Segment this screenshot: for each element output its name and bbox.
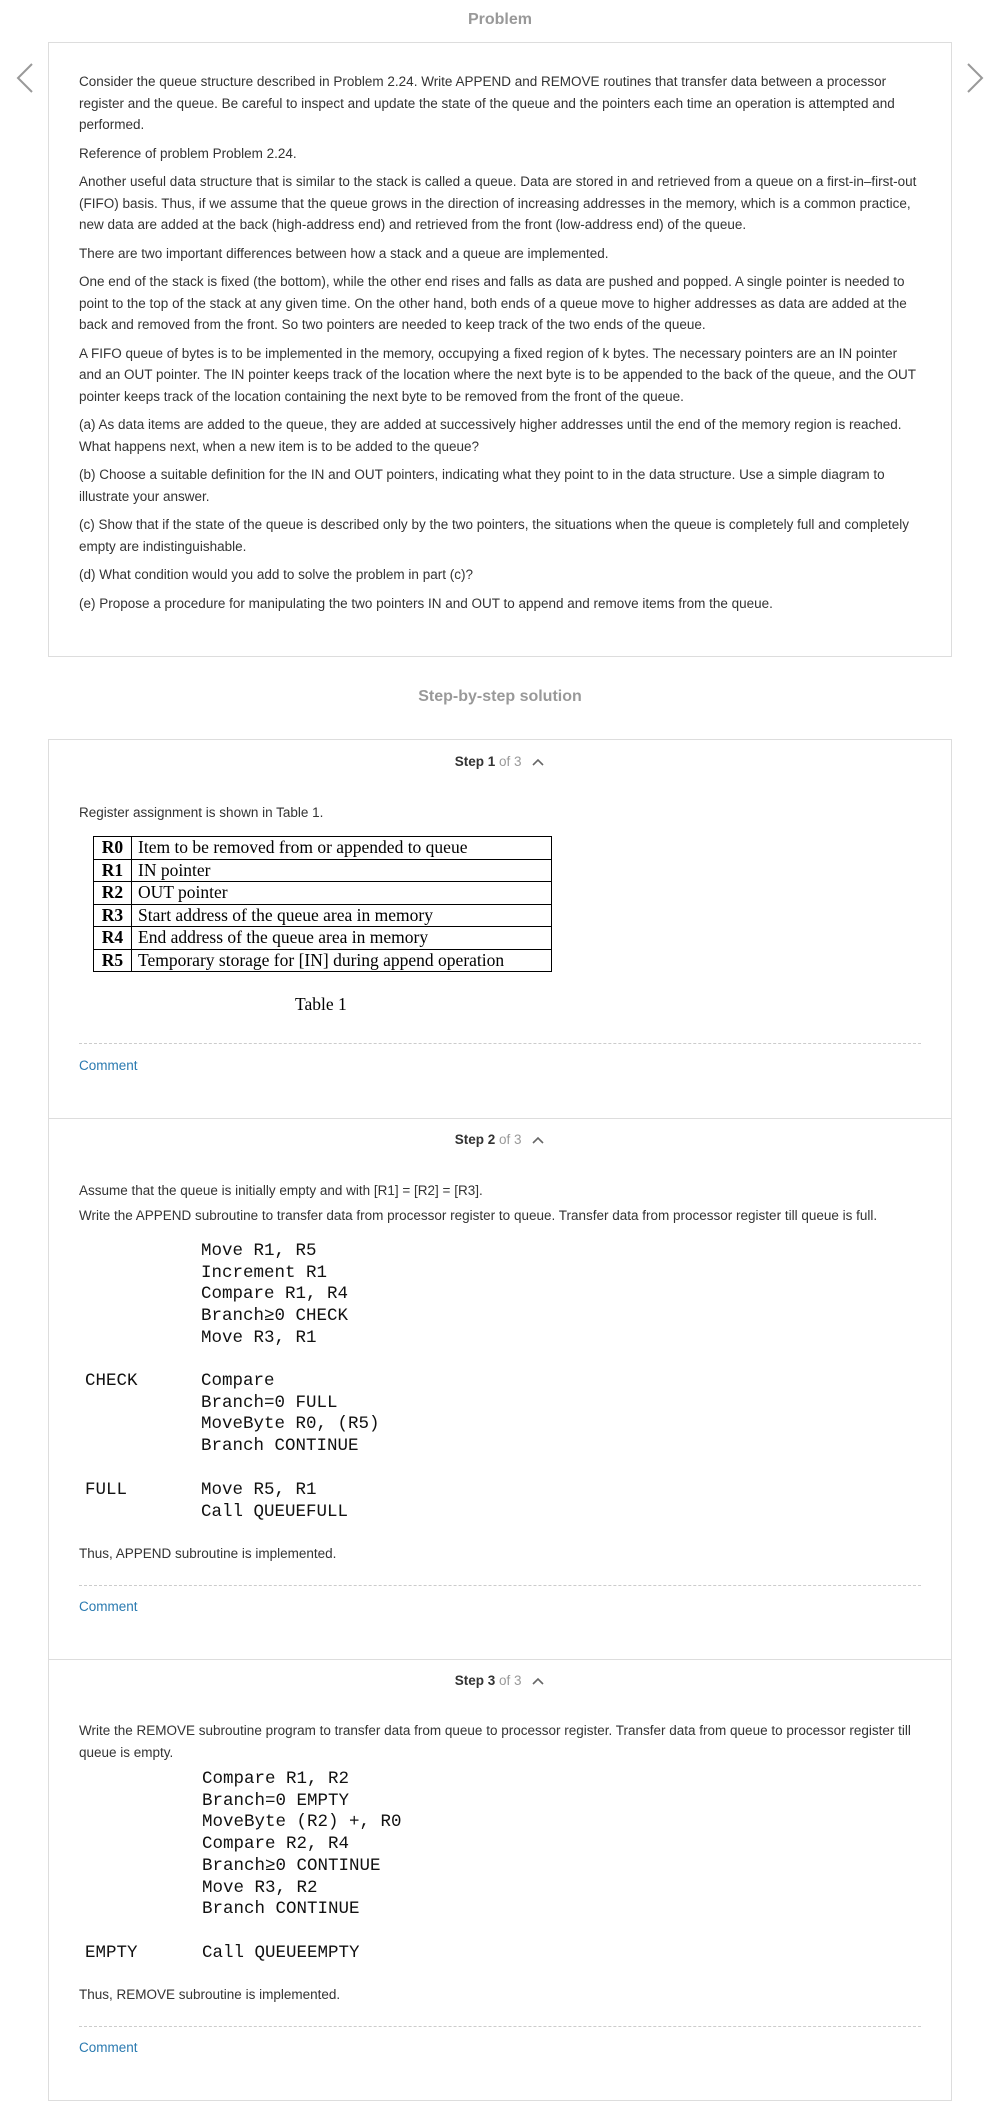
previous-arrow[interactable] <box>10 58 40 98</box>
problem-paragraph: Another useful data structure that is similar to the stack is called a queue. Data are stored in and retrieved from a queue on a first-in–first-out (FIFO) basis. Thus, if we assume that the queue grows in the direction of increasing addresses in the memory, which is a common practice, new data are added at the back (high-address end) and retrieved from the front (low-address end) of the queue. <box>79 174 917 232</box>
description-cell: OUT pointer <box>132 882 552 905</box>
solution-card <box>48 739 952 2101</box>
chevron-up-icon[interactable] <box>531 1135 545 1145</box>
next-arrow[interactable] <box>960 58 990 98</box>
table-row <box>94 837 552 860</box>
step-2-line-1: Assume that the queue is initially empty and with [R1] = [R2] = [R3]. <box>79 1183 483 1198</box>
step-2-header[interactable] <box>49 1132 951 1147</box>
step-2-outro: Thus, APPEND subroutine is implemented. <box>79 1546 337 1561</box>
problem-title: Problem <box>467 11 532 28</box>
table-row <box>94 904 552 927</box>
register-table <box>93 836 552 972</box>
chevron-up-icon[interactable] <box>531 1676 545 1686</box>
table-row <box>94 882 552 905</box>
description-cell: IN pointer <box>132 859 552 882</box>
problem-card <box>48 42 952 657</box>
step-1-intro: Register assignment is shown in Table 1. <box>79 805 324 820</box>
code-block: Compare Branch=0 FULL MoveByte R0, (R5) Branch CONTINUE <box>201 1371 380 1457</box>
description-cell: Item to be removed from or appended to queue <box>132 837 552 860</box>
problem-paragraph: (b) Choose a suitable definition for the IN and OUT pointers, indicating what they point to in the data structure. Use a simple diagram to illustrate your answer. <box>79 467 885 504</box>
chevron-up-icon[interactable] <box>531 757 545 767</box>
problem-paragraph: (a) As data items are added to the queue, they are added at successively higher addresses until the end of the memory region is reached. What happens next, when a new item is to be added to the queue? <box>79 417 902 454</box>
code-block: Compare R1, R2 Branch=0 EMPTY MoveByte (R2) +, R0 Compare R2, R4 Branch≥0 CONTINUE Move R3, R2 Branch CONTINUE <box>202 1769 402 1920</box>
table-caption: Table 1 <box>295 994 347 1014</box>
step-3-outro: Thus, REMOVE subroutine is implemented. <box>79 1987 341 2002</box>
step-label: Step 3 <box>454 1673 496 1688</box>
register-cell: R3 <box>94 904 132 927</box>
table-row <box>94 927 552 950</box>
code-label: FULL <box>85 1480 128 1500</box>
register-cell: R5 <box>94 949 132 972</box>
problem-paragraph: One end of the stack is fixed (the bottom), while the other end rises and falls as data are pushed and popped. A single pointer is needed to point to the top of the stack at any given time. On the other hand, both ends of a queue move to higher addresses as data are added at the back and removed from the front. So two pointers are needed to keep track of the two ends of the queue. <box>79 274 907 332</box>
step-count: of 3 <box>498 754 522 769</box>
table-row <box>94 949 552 972</box>
step-label: Step 2 <box>454 1132 496 1147</box>
code-label: CHECK <box>85 1371 138 1391</box>
chevron-left-icon <box>10 58 40 98</box>
register-cell: R1 <box>94 859 132 882</box>
step-label: Step 1 <box>454 754 496 769</box>
step-2-line-2: Write the APPEND subroutine to transfer data from processor register to queue. Transfer data from processor register till queue is full. <box>79 1208 878 1223</box>
solution-title: Step-by-step solution <box>418 688 582 705</box>
description-cell: End address of the queue area in memory <box>132 927 552 950</box>
description-cell: Temporary storage for [IN] during append operation <box>132 949 552 972</box>
problem-paragraph: Reference of problem Problem 2.24. <box>79 145 297 161</box>
code-block: Call QUEUEEMPTY <box>202 1943 360 1963</box>
register-cell: R4 <box>94 927 132 950</box>
step-3-header[interactable] <box>49 1673 951 1688</box>
code-label: EMPTY <box>85 1943 138 1963</box>
table-row <box>94 859 552 882</box>
divider <box>79 2026 921 2027</box>
problem-paragraph: (c) Show that if the state of the queue is described only by the two pointers, the situations when the queue is completely full and completely empty are indistinguishable. <box>79 517 909 554</box>
step-separator <box>49 1659 951 1660</box>
problem-paragraph: There are two important differences between how a stack and a queue are implemented. <box>79 245 609 261</box>
comment-link[interactable]: Comment <box>79 1599 138 1614</box>
register-cell: R0 <box>94 837 132 860</box>
problem-paragraph: (e) Propose a procedure for manipulating the two pointers IN and OUT to append and remove items from the queue. <box>79 595 773 611</box>
problem-paragraph: Consider the queue structure described in Problem 2.24. Write APPEND and REMOVE routines that transfer data between a processor register and the queue. Be careful to inspect and update the state of the queue and the pointers each time an operation is attempted and performed. <box>79 74 895 132</box>
step-count: of 3 <box>498 1132 522 1147</box>
problem-paragraph: (d) What condition would you add to solve the problem in part (c)? <box>79 567 473 582</box>
step-3-line-1: Write the REMOVE subroutine program to transfer data from queue to processor register. Transfer data from queue to processor register till queue is empty. <box>79 1723 911 1760</box>
divider <box>79 1043 921 1044</box>
comment-link[interactable]: Comment <box>79 1058 138 1073</box>
divider <box>79 1585 921 1586</box>
description-cell: Start address of the queue area in memory <box>132 904 552 927</box>
comment-link[interactable]: Comment <box>79 2040 138 2055</box>
code-block: Move R1, R5 Increment R1 Compare R1, R4 Branch≥0 CHECK Move R3, R1 <box>201 1241 349 1348</box>
problem-paragraph: A FIFO queue of bytes is to be implemented in the memory, occupying a fixed region of k bytes. The necessary pointers are an IN pointer and an OUT pointer. The IN pointer keeps track of the location where the next byte is to be appended to the back of the queue, and the OUT pointer keeps track of the location containing the next byte to be removed from the front of the queue. <box>79 345 916 404</box>
code-block: Move R5, R1 Call QUEUEFULL <box>201 1480 349 1522</box>
step-count: of 3 <box>498 1673 522 1688</box>
step-separator <box>49 1118 951 1119</box>
chevron-right-icon <box>960 58 990 98</box>
register-cell: R2 <box>94 882 132 905</box>
step-1-header[interactable] <box>49 754 951 769</box>
